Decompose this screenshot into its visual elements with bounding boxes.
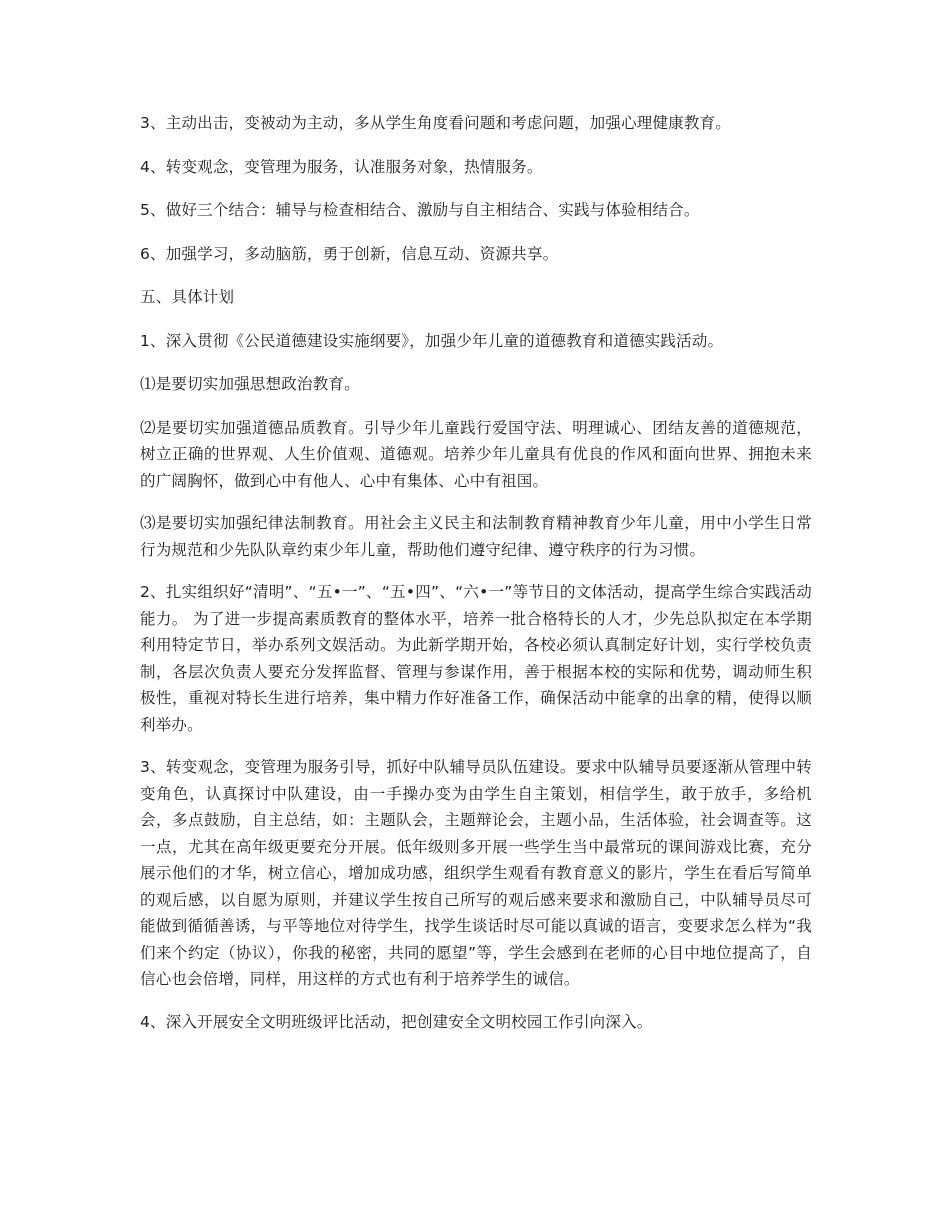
plan-item-2: 2、扎实组织好“清明”、“五•一”、“五•四”、“六•一”等节日的文体活动，提高学生综合实践活动能力。 为了进一步提高素质教育的整体水平，培养一批合格特长的人才，少先总队拟定在本学期利用特定节日，举办系列文娱活动。为此新学期开始，各校必须认真制定好计划，实行学校负责制，各层次负责人要充分发挥监督、管理与参谋作用，善于根据本校的实际和优势，调动师生积极性，重视对特长生进行培养，集中精力作好准备工作，确保活动中能拿的出拿的精，使得以顺利举办。 (140, 583, 812, 734)
plan-subitem-2: ⑵是要切实加强道德品质教育。引导少年儿童践行爱国守法、明理诚心、团结友善的道德规范，树立正确的世界观、人生价值观、道德观。培养少年儿童具有优良的作风和面向世界、拥抱未来的广阔胸怀，做到心中有他人、心中有集体、心中有祖国。 (140, 418, 812, 490)
plan-item-3: 3、转变观念，变管理为服务引导，抓好中队辅导员队伍建设。要求中队辅导员要逐渐从管理中转变角色，认真探讨中队建设，由一手操办变为由学生自主策划，相信学生，敢于放手，多给机会，多点鼓励，自主总结，如：主题队会，主题辩论会，主题小品，生活体验，社会调查等。这一点，尤其在高年级更要充分开展。低年级则多开展一些学生当中最常玩的课间游戏比赛，充分展示他们的才华，树立信心，增加成功感，组织学生观看有教育意义的影片，学生在看后写简单的观后感，以自愿为原则，并建议学生按自己所写的观后感来要求和激励自己，中队辅导员尽可能做到循循善诱，与平等地位对待学生，找学生谈话时尽可能以真诚的语言，变要求怎么样为“我们来个约定（协议），你我的秘密，共同的愿望”等，学生会感到在老师的心目中地位提高了，自信心也会倍增，同样，用这样的方式也有利于培养学生的诚信。 (140, 758, 812, 988)
plan-subitem-1: ⑴是要切实加强思想政治教育。 (140, 375, 360, 393)
paragraph-item-4: 4、转变观念，变管理为服务，认准服务对象，热情服务。 (140, 157, 543, 176)
document-body (140, 110, 812, 1052)
paragraph-item-5: 5、做好三个结合：辅导与检查相结合、激励与自主相结合、实践与体验相结合。 (140, 201, 700, 219)
paragraph-item-6: 6、加强学习，多动脑筋，勇于创新，信息互动、资源共享。 (140, 244, 559, 263)
plan-subitem-3: ⑶是要切实加强纪律法制教育。用社会主义民主和法制教育精神教育少年儿童，用中小学生日常行为规范和少先队队章约束少年儿童，帮助他们遵守纪律、遵守秩序的行为习惯。 (140, 514, 812, 559)
section-heading-specific-plan: 五、具体计划 (140, 288, 235, 306)
plan-item-4: 4、深入开展安全文明班级评比活动，把创建安全文明校园工作引向深入。 (140, 1012, 653, 1031)
plan-item-1: 1、深入贯彻《公民道德建设实施纲要》，加强少年儿童的道德教育和道德实践活动。 (140, 331, 724, 350)
paragraph-item-3: 3、主动出击，变被动为主动，多从学生角度看问题和考虑问题，加强心理健康教育。 (140, 114, 731, 132)
